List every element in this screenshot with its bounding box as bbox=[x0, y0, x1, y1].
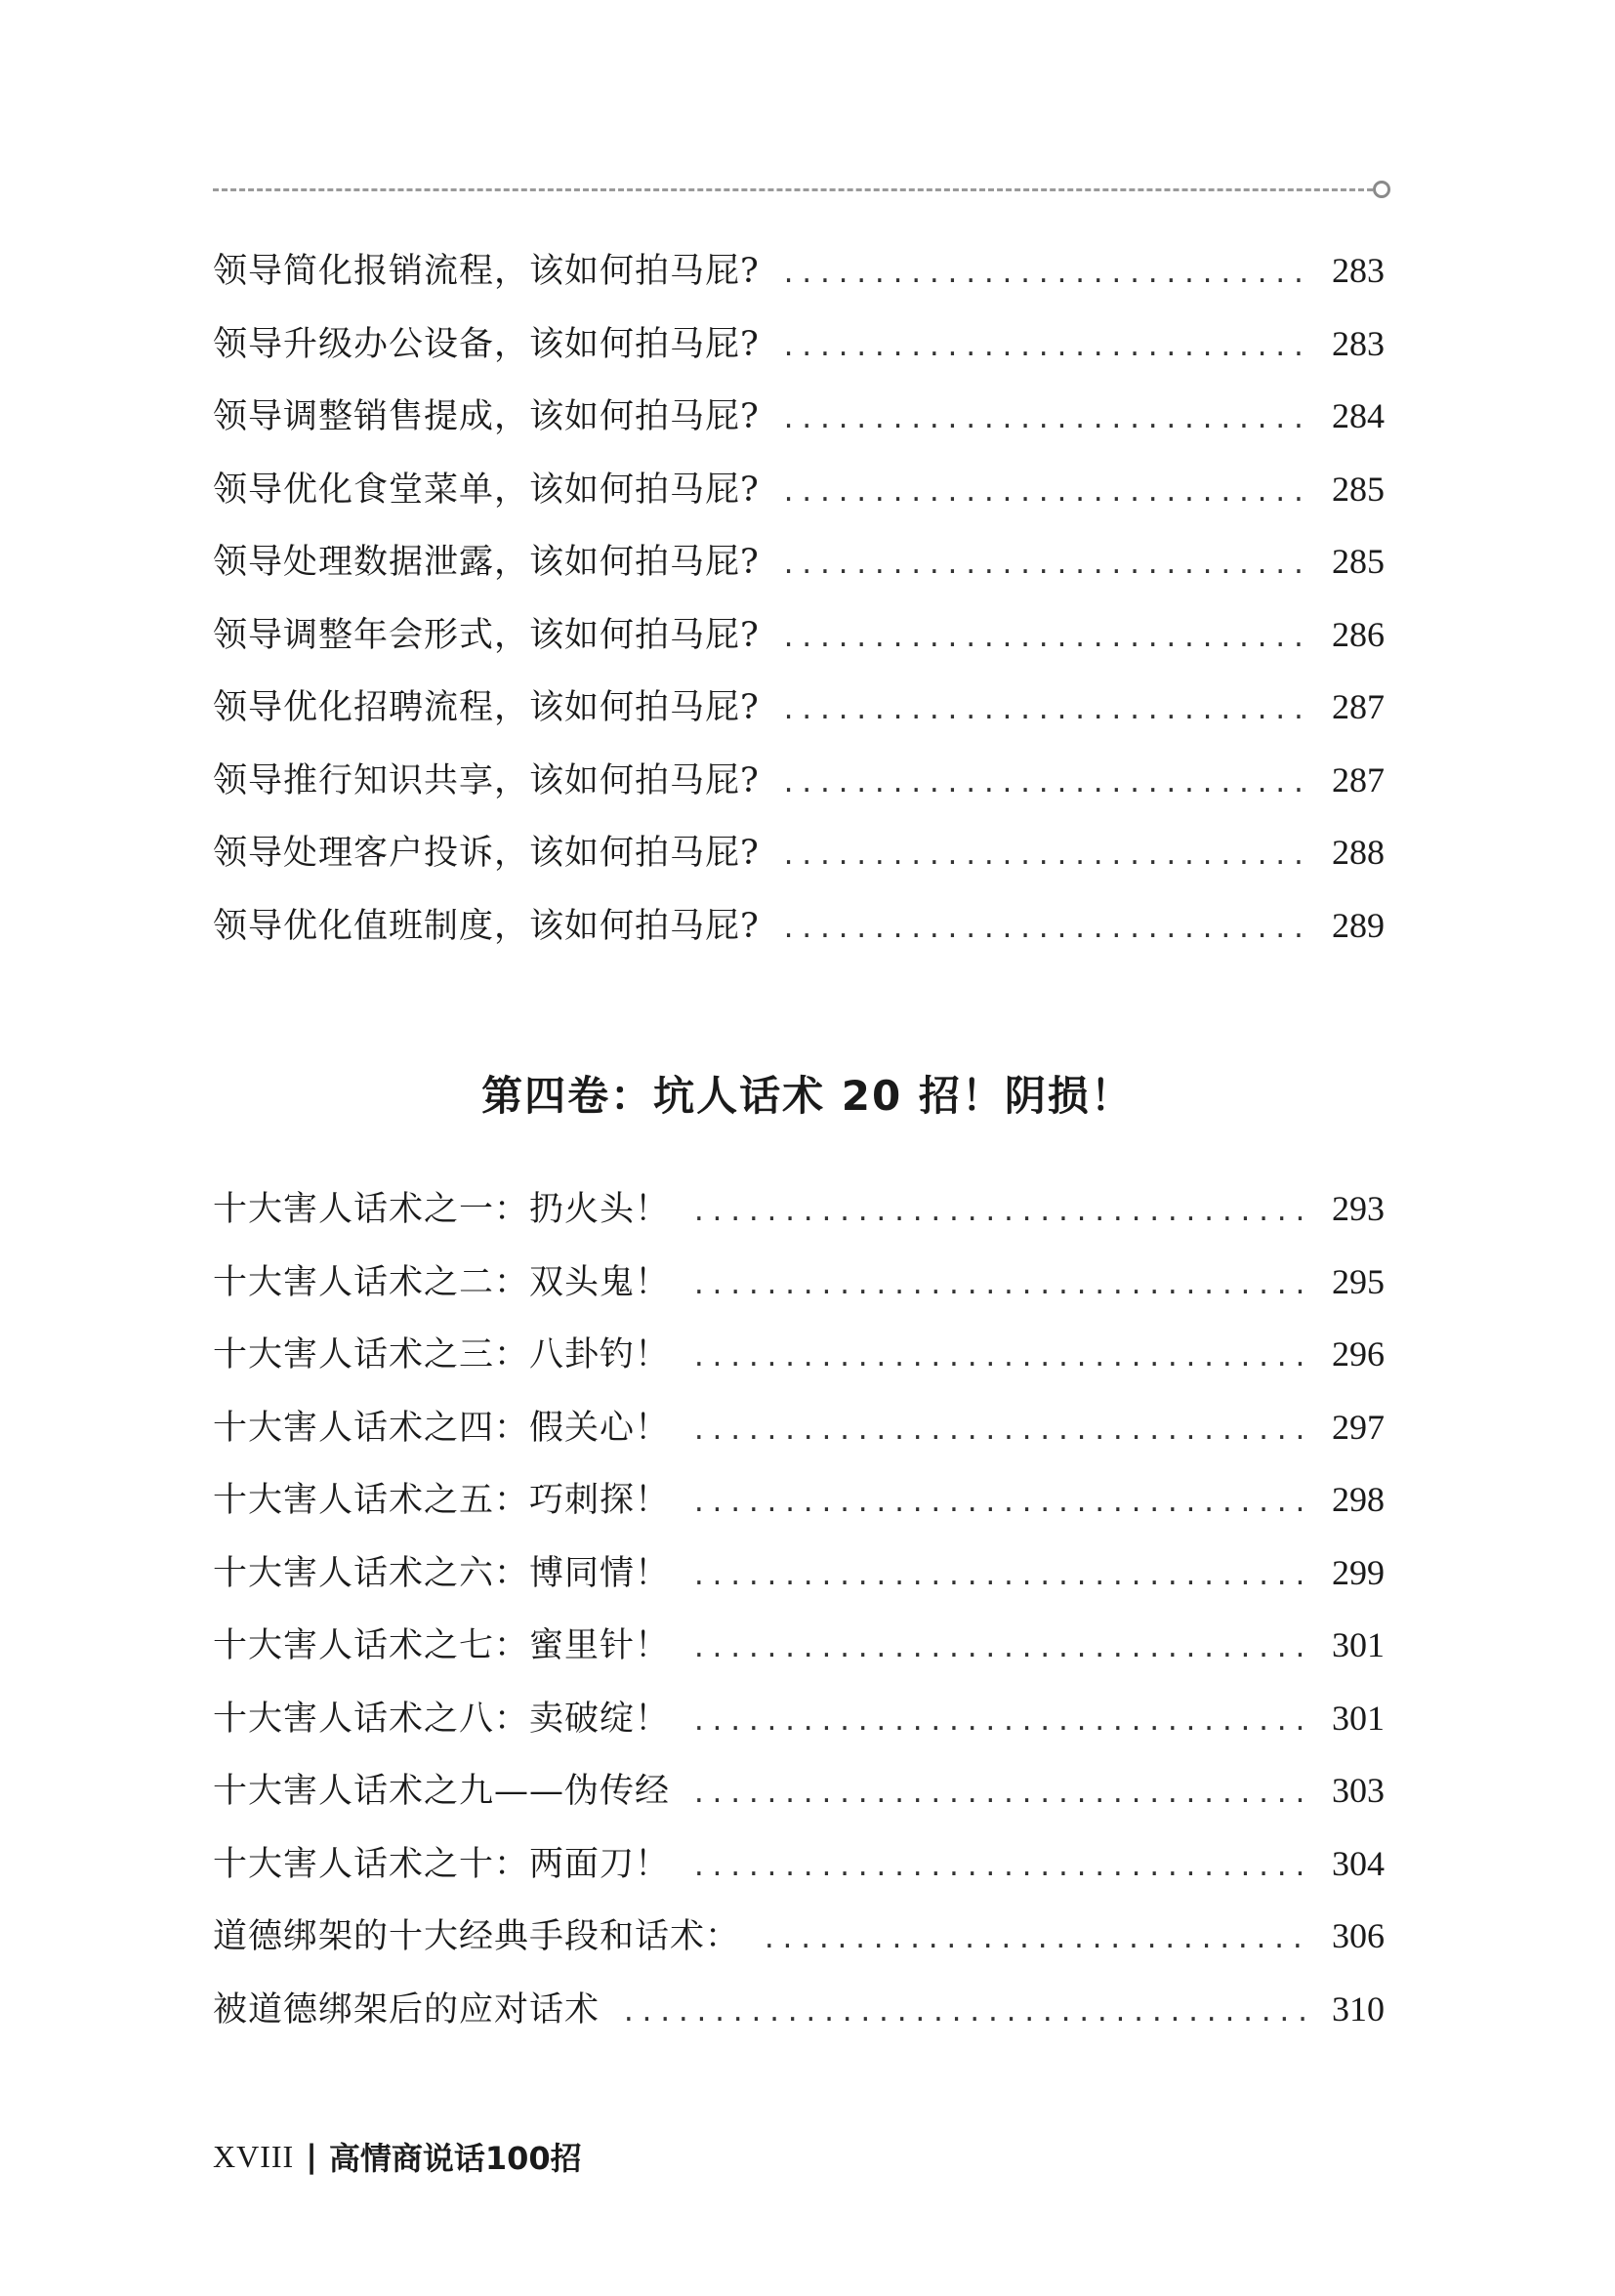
toc-dot-leader bbox=[691, 1412, 1306, 1451]
toc-entry-page: 298 bbox=[1332, 1480, 1385, 1519]
toc-entry-title: 十大害人话术之七：蜜里针！ bbox=[213, 1626, 671, 1665]
toc-entry-page: 287 bbox=[1332, 687, 1385, 726]
toc-entry-title: 领导优化食堂菜单，该如何拍马屁? bbox=[213, 470, 760, 510]
toc-entry[interactable] bbox=[213, 1408, 1385, 1481]
toc-dot-leader bbox=[781, 691, 1306, 730]
toc-entry[interactable] bbox=[213, 615, 1385, 688]
toc-entry[interactable] bbox=[213, 542, 1385, 615]
toc-entry-title: 被道德绑架后的应对话术 bbox=[213, 1989, 600, 2030]
header-dashed-rule bbox=[213, 188, 1373, 191]
toc-entry-page: 285 bbox=[1332, 542, 1385, 581]
toc-entry-page: 297 bbox=[1332, 1407, 1385, 1447]
toc-entry-page: 306 bbox=[1332, 1916, 1385, 1955]
toc-entry-page: 304 bbox=[1332, 1843, 1385, 1883]
toc-dot-leader bbox=[781, 473, 1306, 512]
toc-entry-title: 十大害人话术之十：两面刀！ bbox=[213, 1844, 671, 1884]
toc-entry[interactable] bbox=[213, 906, 1385, 979]
toc-entry-page: 296 bbox=[1332, 1334, 1385, 1374]
toc-dot-leader bbox=[691, 1266, 1306, 1305]
toc-entry-page: 287 bbox=[1332, 759, 1385, 800]
toc-dot-leader bbox=[691, 1702, 1306, 1742]
toc-entry[interactable] bbox=[213, 1334, 1385, 1408]
toc-dot-leader bbox=[781, 764, 1306, 803]
toc-entry-title: 领导调整年会形式，该如何拍马屁? bbox=[213, 615, 760, 655]
toc-entry-page: 293 bbox=[1332, 1189, 1385, 1228]
toc-entry[interactable] bbox=[213, 396, 1385, 470]
toc-entry-page: 283 bbox=[1332, 323, 1385, 363]
toc-entry-page: 310 bbox=[1332, 1988, 1385, 2029]
toc-entry-title: 领导升级办公设备，该如何拍马屁? bbox=[213, 324, 760, 364]
toc-entry-page: 299 bbox=[1332, 1552, 1385, 1592]
toc-dot-leader bbox=[621, 1993, 1306, 2032]
toc-entry-title: 十大害人话术之一：扔火头！ bbox=[213, 1190, 671, 1229]
toc-entry-title: 十大害人话术之三：八卦钓！ bbox=[213, 1335, 671, 1374]
toc-entry[interactable] bbox=[213, 687, 1385, 760]
toc-entry-title: 十大害人话术之九——伪传经 bbox=[213, 1772, 671, 1811]
toc-entry-page: 289 bbox=[1332, 905, 1385, 945]
toc-entry[interactable] bbox=[213, 1844, 1385, 1917]
toc-entry-page: 303 bbox=[1332, 1771, 1385, 1810]
toc-entry-title: 领导调整销售提成，该如何拍马屁? bbox=[213, 397, 760, 436]
toc-entry-page: 288 bbox=[1332, 833, 1385, 872]
toc-dot-leader bbox=[691, 1193, 1306, 1232]
toc-entry[interactable] bbox=[213, 1916, 1385, 1989]
toc-entry[interactable] bbox=[213, 324, 1385, 397]
toc-entry-title: 领导优化值班制度，该如何拍马屁? bbox=[213, 906, 760, 946]
toc-dot-leader bbox=[691, 1775, 1306, 1814]
toc-entry[interactable] bbox=[213, 1480, 1385, 1553]
toc-dot-leader bbox=[691, 1629, 1306, 1668]
toc-entry-title: 十大害人话术之四：假关心！ bbox=[213, 1408, 671, 1448]
toc-list-section-1 bbox=[213, 251, 1385, 978]
toc-entry[interactable] bbox=[213, 470, 1385, 543]
toc-dot-leader bbox=[781, 910, 1306, 949]
toc-entry-title: 领导简化报销流程，该如何拍马屁? bbox=[213, 252, 760, 291]
toc-entry-page: 295 bbox=[1332, 1261, 1385, 1301]
page-footer bbox=[213, 2134, 582, 2179]
toc-entry-page: 301 bbox=[1332, 1625, 1385, 1664]
toc-dot-leader bbox=[781, 400, 1306, 439]
toc-dot-leader bbox=[781, 619, 1306, 658]
toc-entry[interactable] bbox=[213, 1189, 1385, 1262]
toc-entry-title: 领导优化招聘流程，该如何拍马屁? bbox=[213, 688, 760, 727]
footer-page-number: XVIII bbox=[213, 2138, 295, 2174]
toc-entry[interactable] bbox=[213, 833, 1385, 906]
toc-dot-leader bbox=[691, 1557, 1306, 1596]
toc-entry-page: 301 bbox=[1332, 1698, 1385, 1738]
toc-entry-page: 283 bbox=[1332, 251, 1385, 290]
rule-end-circle-icon bbox=[1373, 181, 1390, 198]
toc-entry[interactable] bbox=[213, 1989, 1385, 2063]
toc-entry-title: 十大害人话术之五：巧刺探！ bbox=[213, 1481, 671, 1520]
section-heading: 第四卷：坑人话术 20 招！阴损！ bbox=[481, 1072, 1134, 1120]
toc-entry-title: 领导处理客户投诉，该如何拍马屁? bbox=[213, 834, 760, 873]
toc-entry[interactable] bbox=[213, 1553, 1385, 1626]
toc-entry[interactable] bbox=[213, 251, 1385, 324]
toc-entry-page: 286 bbox=[1332, 614, 1385, 654]
toc-entry[interactable] bbox=[213, 1771, 1385, 1844]
toc-entry-title: 领导推行知识共享，该如何拍马屁? bbox=[213, 760, 760, 800]
footer-book-title: 高情商说话100招 bbox=[328, 2140, 582, 2177]
toc-entry-title: 十大害人话术之二：双头鬼！ bbox=[213, 1262, 671, 1302]
toc-list-section-2 bbox=[213, 1189, 1385, 2062]
toc-entry-page: 284 bbox=[1332, 396, 1385, 435]
toc-dot-leader bbox=[691, 1848, 1306, 1887]
toc-entry-page: 285 bbox=[1332, 469, 1385, 509]
toc-dot-leader bbox=[691, 1484, 1306, 1523]
toc-entry-title: 十大害人话术之六：博同情！ bbox=[213, 1553, 671, 1593]
toc-entry[interactable] bbox=[213, 760, 1385, 834]
toc-dot-leader bbox=[762, 1920, 1306, 1959]
toc-entry-title: 道德绑架的十大经典手段和话术： bbox=[213, 1917, 741, 1956]
toc-entry-title: 领导处理数据泄露，该如何拍马屁? bbox=[213, 543, 760, 582]
toc-dot-leader bbox=[781, 255, 1306, 294]
footer-separator: | bbox=[306, 2138, 317, 2175]
toc-dot-leader bbox=[781, 837, 1306, 876]
toc-dot-leader bbox=[691, 1338, 1306, 1377]
toc-entry[interactable] bbox=[213, 1699, 1385, 1772]
toc-dot-leader bbox=[781, 328, 1306, 367]
toc-entry[interactable] bbox=[213, 1262, 1385, 1335]
toc-entry-title: 十大害人话术之八：卖破绽！ bbox=[213, 1699, 671, 1739]
toc-entry[interactable] bbox=[213, 1625, 1385, 1699]
toc-dot-leader bbox=[781, 546, 1306, 585]
